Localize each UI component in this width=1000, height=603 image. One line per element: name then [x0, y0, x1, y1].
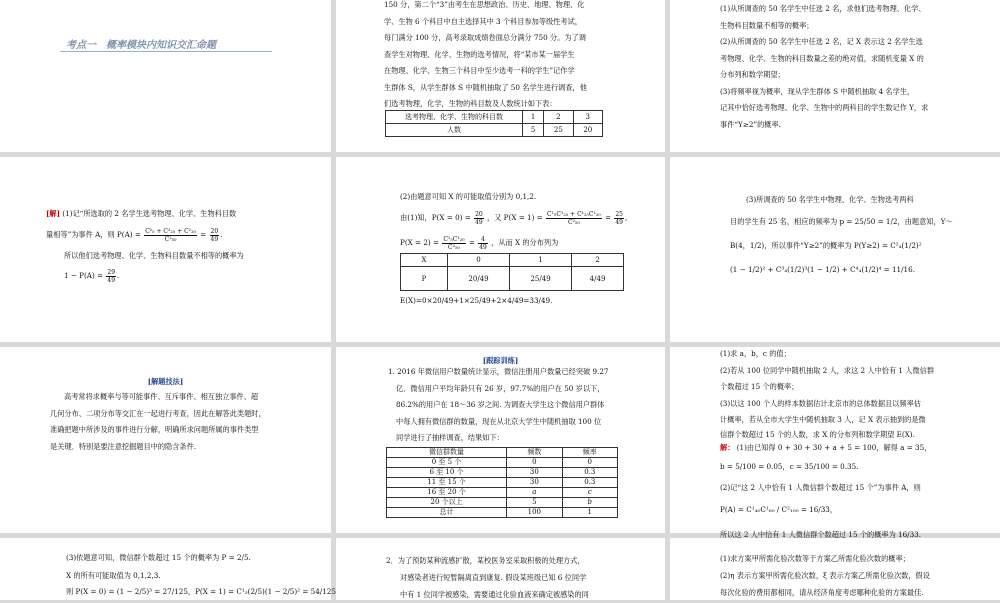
- table-cell: 选考物理、化学、生物的科目数: [386, 111, 523, 124]
- table-cell: 20 个以上: [387, 498, 507, 508]
- slide-exercise-answer[interactable]: [670, 347, 1000, 539]
- slide-questions[interactable]: [670, 0, 1000, 152]
- question-line: (3)将频率视为概率，现从学生群体 S 中随机抽取 4 名学生，: [720, 86, 915, 96]
- table-row: [387, 478, 618, 488]
- fraction: $\frac{25}{49}$: [615, 210, 623, 226]
- answer-line: (2)记“这 2 人中恰有 1 人微信群个数超过 15 个”为事件 A，则: [720, 482, 921, 492]
- expectation-line: E(X)=0×20/49+1×25/49+2×4/49=33/49.: [400, 296, 553, 305]
- answer-line: X 的所有可能取值为 0,1,2,3.: [66, 571, 161, 580]
- table-cell: 25: [544, 124, 573, 137]
- question-line: 信群个数超过 15 个的人数，求 X 的分布列和数学期望 E(X).: [720, 429, 915, 439]
- table-header: 频数: [507, 448, 562, 458]
- equals-sign: =: [468, 238, 475, 247]
- exercise-line: 中每人拥有微信群的数量，现在从北京大学生中随机抽取 100 位: [396, 416, 602, 426]
- question-line: (2)η 表示方案甲所需化验次数，ξ 表示方案乙所需化验次数，假设: [720, 571, 930, 580]
- exercise-line: 亿．微信用户平均年龄只有 26 岁，97.7%的用户在 50 岁以下，: [396, 383, 605, 393]
- table-cell: 25/49: [510, 267, 572, 291]
- question-line: (1)求 a，b，c 的值；: [720, 349, 791, 358]
- table-cell: P: [401, 267, 448, 291]
- technique-line: 是关键．特别是要注意挖掘题目中的隐含条件.: [50, 441, 197, 451]
- table-header-row: [387, 448, 618, 458]
- table-cell: 5: [523, 124, 544, 137]
- table-row: [387, 468, 618, 478]
- question-line: 考物理、化学、生物的科目数量之差的绝对值，求随机变量 X 的: [720, 53, 924, 63]
- table-cell: 30: [507, 478, 562, 488]
- table-cell: 16 至 20 个: [387, 488, 507, 498]
- table-cell: 1: [562, 508, 617, 518]
- table-cell: 总计: [387, 508, 507, 518]
- table-header: 频率: [562, 448, 617, 458]
- table-row: [401, 267, 624, 291]
- exercise-line: 86.2%的用户在 18～36 岁之间. 为调查大学生这个微信用户群体: [396, 400, 605, 409]
- answer-line: 则 P(X = 0) = (1 − 2/5)³ = 27/125，P(X = 1) = C¹₃(2/5)(1 − 2/5)² = 54/125: [66, 587, 336, 596]
- exercise-heading: [跟踪训练]: [482, 356, 519, 365]
- table-cell: 1: [523, 111, 544, 124]
- fraction: $\frac{20}{49}$: [475, 210, 483, 226]
- question-line: (2)若从 100 位同学中随机抽取 2 人，求这 2 人中恰有 1 人微信群: [720, 365, 935, 375]
- table-cell: 0: [448, 254, 510, 267]
- title-underline: [60, 51, 272, 52]
- exercise-line: 2．为了预防某种流感扩散，某校医务室采取积极的处理方式，: [386, 556, 585, 565]
- solution-line: B(4，1/2)，所以事件“Y≥2”的概率为 P(Y≥2) = C²₄(1/2)²: [730, 241, 922, 250]
- exercise-line: 中有 1 位同学被感染，需要通过化验血液来确定被感染的同: [400, 590, 589, 599]
- question-line: (3)以这 100 个人的样本数据估计北京市的总体数据且以频率估: [720, 398, 921, 408]
- fraction: $\frac{29}{49}$: [107, 268, 116, 284]
- table-cell: 20: [573, 124, 602, 137]
- question-line: 记其中恰好选考物理、化学、生物中的两科目的学生数记作 Y，求: [720, 103, 929, 112]
- problem-line: 们选考物理，化学，生物的科目数及人数统计如下表：: [384, 99, 557, 108]
- problem-line: 150 分，第二个“3”由考生在思想政治、历史、地理、物理、化: [384, 0, 585, 9]
- solution-tag: [解]: [46, 209, 60, 218]
- table-row: [386, 124, 603, 137]
- table-cell: 5: [507, 498, 562, 508]
- table-cell: 3: [573, 111, 602, 124]
- table-cell: 4/49: [572, 267, 624, 291]
- table-row: [387, 498, 618, 508]
- solution-line: (3)所调查的 50 名学生中物理、化学、生物选考两科: [746, 195, 914, 204]
- equals-sign: =: [604, 213, 612, 222]
- table-row: [387, 508, 618, 518]
- exercise-line: 同学进行了抽样调查，结果如下：: [396, 433, 504, 442]
- table-cell: X: [401, 254, 448, 267]
- question-line: 分布列和数学期望；: [720, 70, 785, 79]
- table-cell: 20/49: [448, 267, 510, 291]
- table-cell: 100: [507, 508, 562, 518]
- table-row: [387, 488, 618, 498]
- table-cell: 0 至 5 个: [387, 458, 507, 468]
- table-cell: 人数: [386, 124, 523, 137]
- wechat-group-table: [386, 447, 618, 518]
- table-cell: 2: [544, 111, 573, 124]
- answer-line: 所以这 2 人中恰有 1 人微信群个数超过 15 个的概率为 16/33.: [720, 529, 922, 539]
- question-line: 计概率，若从全市大学生中随机抽取 3 人，记 X 表示抽到的是微: [720, 415, 926, 424]
- subject-count-table: [385, 110, 603, 137]
- table-row: [386, 111, 603, 124]
- solution-line: 量相等”为事件 A，则 P(A) =: [46, 230, 141, 239]
- solution-line: 由(1)知，P(X = 0) =: [400, 213, 471, 222]
- question-line: 个数超过 15 个的概率；: [720, 382, 799, 391]
- table-cell: c: [562, 488, 617, 498]
- solution-line: (1 − 1/2)² + C³₄(1/2)³(1 − 1/2) + C⁴₄(1/2)⁴ = 11/16.: [730, 265, 915, 274]
- question-line: (1)从所调查的 50 名学生中任选 2 名，求他们选考物理、化学、: [720, 4, 926, 13]
- fraction: $\frac{4}{49}$: [479, 235, 487, 251]
- solution-line: 目的学生有 25 名，相应的频率为 p = 25/50 = 1/2，由题意知，Y～: [730, 217, 953, 226]
- solution-line: (2)由题意可知 X 的可能取值分别为 0,1,2.: [400, 192, 537, 201]
- fraction: $\frac{\text{C²₅ + C²₂₅ + C²₂₀}}{\text{C²₅₀}}$: [145, 227, 196, 243]
- question-line: (2)从所调查的 50 名学生中任选 2 名，记 X 表示这 2 名学生选: [720, 37, 923, 46]
- slide-solution-part2[interactable]: (2)由题意可知 X 的可能取值分别为 0,1,2. 由(1)知，P(X = 0) = $\frac{20}{49}$ ，又 P(X = 1) = $\frac{\text{C¹₅C¹₂₅ + C¹₂₅C¹₂₀}}{\text{C²₅₀}}$ = $\frac{25}{49}$ , P(X = 2) = $\frac{\text{C¹₅C¹₂₀}}{\text{C²₅₀}}$ = $\frac{4}{49}$ ，从而 X 的分布列为 X 0 1 2 P 20/49 25/49 4/49 E(X)=0×20/49+1×25/49+2×4/49=33/49.: [336, 157, 665, 342]
- technique-line: 几何分布、二项分布等交汇在一起进行考查，因此在解答此类题时，: [50, 408, 266, 418]
- problem-line: 在物理、化学、生物三个科目中至少选考一科的学生”记作学: [384, 66, 575, 75]
- slide-tracking-exercise[interactable]: [336, 347, 665, 533]
- question-line: 每次化验的费用都相同，请从经济角度考虑哪种化验的方案最佳.: [720, 588, 924, 597]
- slide-exercise2-questions[interactable]: [670, 538, 1000, 600]
- solution-line: 1 − P(A) =: [64, 271, 104, 280]
- technique-heading: [解题技法]: [147, 377, 184, 386]
- slide-solution-part3[interactable]: [670, 157, 1000, 342]
- equals-sign: =: [200, 230, 207, 239]
- table-header: 微信群数量: [387, 448, 507, 458]
- solution-line: (1)记“所选取的 2 名学生选考物理、化学、生物科目数: [62, 209, 237, 218]
- table-cell: 0: [507, 458, 562, 468]
- fraction: $\frac{20}{49}$: [210, 227, 219, 243]
- slide-exercise-part3[interactable]: [0, 538, 336, 600]
- table-cell: 11 至 15 个: [387, 478, 507, 488]
- slide-solution-part1[interactable]: [解] (1)记“所选取的 2 名学生选考物理、化学、生物科目数 量相等”为事件 A，则 P(A) = $\frac{\text{C²₅ + C²₂₅ + C²₂₀}}{\text{C²₅₀}}$ = $\frac{20}{49}$ . 所以他们选考物理、化学、生物科目数量不相等的概率为 1 − P(A) = $\frac{29}{49}$ .: [0, 157, 331, 342]
- technique-line: 高考常将求概率与等可能事件、互斥事件、相互独立事件、超: [64, 392, 259, 401]
- solution-line: 所以他们选考物理、化学、生物科目数量不相等的概率为: [64, 251, 244, 260]
- slide-problem-text[interactable]: [336, 0, 665, 152]
- table-cell: 2: [572, 254, 624, 267]
- question-line: 生物科目数量不相等的概率；: [720, 20, 814, 30]
- problem-line: 每门满分 100 分，高考录取成绩卷面总分满分 750 分。为了调: [384, 33, 586, 42]
- answer-tag: 解：: [720, 442, 735, 452]
- table-cell: 30: [507, 468, 562, 478]
- table-cell: 0.3: [562, 468, 617, 478]
- slide-exercise2[interactable]: [336, 538, 665, 600]
- table-cell: b: [562, 498, 617, 508]
- problem-line: 查学生对物理、化学、生物的选考情况，将“某市某一届学生: [384, 49, 575, 59]
- slide-technique[interactable]: [0, 347, 331, 533]
- solution-line: ，从而 X 的分布列为: [491, 238, 559, 247]
- table-cell: 1: [510, 254, 572, 267]
- table-cell: a: [507, 488, 562, 498]
- answer-line: (3)依题意可知，微信群个数超过 15 个的概率为 P = 2/5.: [66, 553, 251, 562]
- topic-title: 考点一 概率模块内知识交汇命题: [66, 40, 216, 51]
- solution-line: P(X = 2) =: [400, 238, 440, 247]
- exercise-line: 对感染者进行短暂隔离直到康复. 假设某班级已知 6 位同学: [400, 573, 587, 582]
- table-cell: 6 至 10 个: [387, 468, 507, 478]
- table-cell: 0.3: [562, 478, 617, 488]
- solution-line: ，又 P(X = 1) =: [487, 213, 543, 222]
- distribution-table: [400, 253, 624, 291]
- problem-line: 学、生物 6 个科目中自主选择其中 3 个科目参加等级性考试，: [384, 16, 582, 26]
- fraction: $\frac{\text{C¹₅C¹₂₅ + C¹₂₅C¹₂₀}}{\text{C²₅₀}}$: [547, 210, 601, 226]
- exercise-line: 1. 2016 年微信用户数量统计显示，微信注册用户数量已经突破 9.27: [388, 367, 609, 376]
- question-line: 事件“Y≥2”的概率.: [720, 119, 781, 129]
- question-line: (1)求方案甲所需化验次数等于方案乙所需化验次数的概率；: [720, 554, 910, 563]
- answer-line: (1)由已知得 0 + 30 + 30 + a + 5 = 100，解得 a = 35，: [736, 442, 932, 452]
- answer-line: P(A) = C¹₄₀C¹₆₀ / C²₁₀₀ = 16/33，: [720, 504, 838, 514]
- fraction: $\frac{\text{C¹₅C¹₂₀}}{\text{C²₅₀}}$: [443, 235, 465, 251]
- answer-line: b = 5/100 = 0.05，c = 35/100 = 0.35.: [720, 461, 859, 471]
- slide-topic-title[interactable]: [0, 0, 331, 152]
- table-row: [401, 254, 624, 267]
- table-cell: 0: [562, 458, 617, 468]
- table-row: [387, 458, 618, 468]
- technique-line: 准确把题中所涉及的事件进行分解，明确所求问题所属的事件类型: [50, 425, 259, 434]
- problem-line: 生群体 S，从学生群体 S 中随机抽取了 50 名学生进行调查，他: [384, 82, 587, 92]
